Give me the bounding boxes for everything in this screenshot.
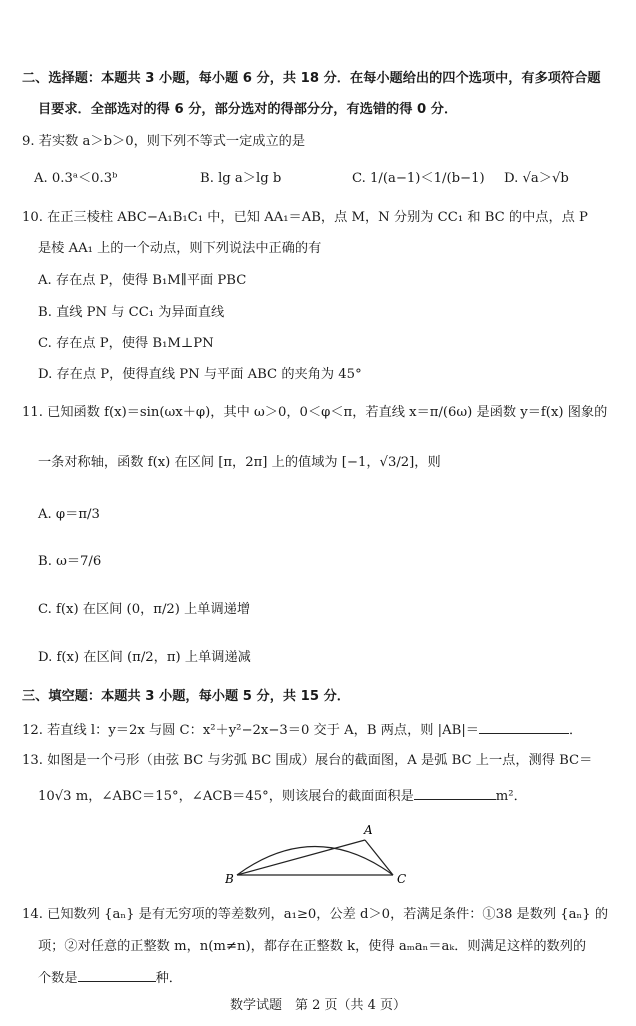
q11-stem-line2: 一条对称轴，函数 f(x) 在区间 [π，2π] 上的值域为 [−1，√3/2]，则 xyxy=(38,455,441,470)
section2-heading-line2: 目要求．全部选对的得 6 分，部分选对的得部分分，有选错的得 0 分． xyxy=(38,102,458,117)
q9-option-d: D. √a＞√b xyxy=(504,171,569,186)
q10-option-d: D. 存在点 P，使得直线 PN 与平面 ABC 的夹角为 45° xyxy=(38,367,362,382)
q12-answer-blank[interactable] xyxy=(479,720,569,734)
q12-stem xyxy=(22,720,582,740)
q13-stem-line2 xyxy=(38,786,527,806)
q10-stem-line1: 10. 在正三棱柱 ABC−A₁B₁C₁ 中，已知 AA₁＝AB，点 M，N 分别为 CC₁ 和 BC 的中点，点 P xyxy=(22,210,588,225)
q14-end: 种． xyxy=(155,971,182,986)
q13-unit: m²． xyxy=(495,789,527,804)
q13-answer-blank[interactable] xyxy=(414,786,496,800)
q13-text: 10√3 m，∠ABC＝15°，∠ACB＝45°，则该展台的截面面积是 xyxy=(38,789,414,804)
label-b: B xyxy=(225,872,234,886)
q10-option-b: B. 直线 PN 与 CC₁ 为异面直线 xyxy=(38,305,225,320)
q9-option-c: C. 1/(a−1)＜1/(b−1) xyxy=(352,171,485,186)
q10-option-c: C. 存在点 P，使得 B₁M⊥PN xyxy=(38,336,214,351)
q11-option-c: C. f(x) 在区间 (0，π/2) 上单调递增 xyxy=(38,602,251,617)
q9-stem: 9. 若实数 a＞b＞0，则下列不等式一定成立的是 xyxy=(22,134,306,149)
q10-option-a: A. 存在点 P，使得 B₁M∥平面 PBC xyxy=(38,273,247,288)
q14-stem-line1: 14. 已知数列 {aₙ} 是有无穷项的等差数列，a₁≥0，公差 d＞0，若满足条件：①38 是数列 {aₙ} 的 xyxy=(22,907,609,922)
q14-stem-line2: 项；②对任意的正整数 m，n(m≠n)，都存在正整数 k，使得 aₘaₙ＝aₖ．则满足这样的数列的 xyxy=(38,939,587,954)
q14-text: 个数是 xyxy=(38,971,78,986)
section2-heading-line1: 二、选择题：本题共 3 小题，每小题 6 分，共 18 分．在每小题给出的四个选项中，有多项符合题 xyxy=(22,71,601,86)
q13-stem-line1: 13. 如图是一个弓形（由弦 BC 与劣弧 BC 围成）展台的截面图，A 是弧 BC 上一点，测得 BC＝ xyxy=(22,753,593,768)
label-c: C xyxy=(397,872,407,886)
section3-heading: 三、填空题：本题共 3 小题，每小题 5 分，共 15 分． xyxy=(22,689,350,704)
q12-end: ． xyxy=(568,723,583,738)
q11-stem-line1: 11. 已知函数 f(x)＝sin(ωx＋φ)，其中 ω＞0，0＜φ＜π，若直线 x＝π/(6ω) 是函数 y＝f(x) 图象的 xyxy=(22,405,608,420)
q10-stem-line2: 是棱 AA₁ 上的一个动点，则下列说法中正确的有 xyxy=(38,241,322,256)
q12-text: 12. 若直线 l：y＝2x 与圆 C：x²＋y²−2x−3＝0 交于 A，B 两点，则 |AB|＝ xyxy=(22,723,479,738)
label-a: A xyxy=(364,823,373,837)
q9-option-a: A. 0.3ᵃ＜0.3ᵇ xyxy=(34,171,118,186)
q11-option-d: D. f(x) 在区间 (π/2，π) 上单调递减 xyxy=(38,650,251,665)
segment-ab xyxy=(237,840,365,875)
q11-option-b: B. ω＝7/6 xyxy=(38,554,102,569)
minor-arc-bc xyxy=(237,847,393,876)
q11-option-a: A. φ＝π/3 xyxy=(38,507,100,522)
q14-stem-line3 xyxy=(38,968,182,988)
page-footer: 数学试题 第 2 页（共 4 页） xyxy=(229,998,407,1013)
q9-option-b: B. lg a＞lg b xyxy=(200,171,282,186)
bow-shape-figure xyxy=(225,820,415,890)
q14-answer-blank[interactable] xyxy=(78,968,156,982)
segment-ac xyxy=(365,840,393,875)
